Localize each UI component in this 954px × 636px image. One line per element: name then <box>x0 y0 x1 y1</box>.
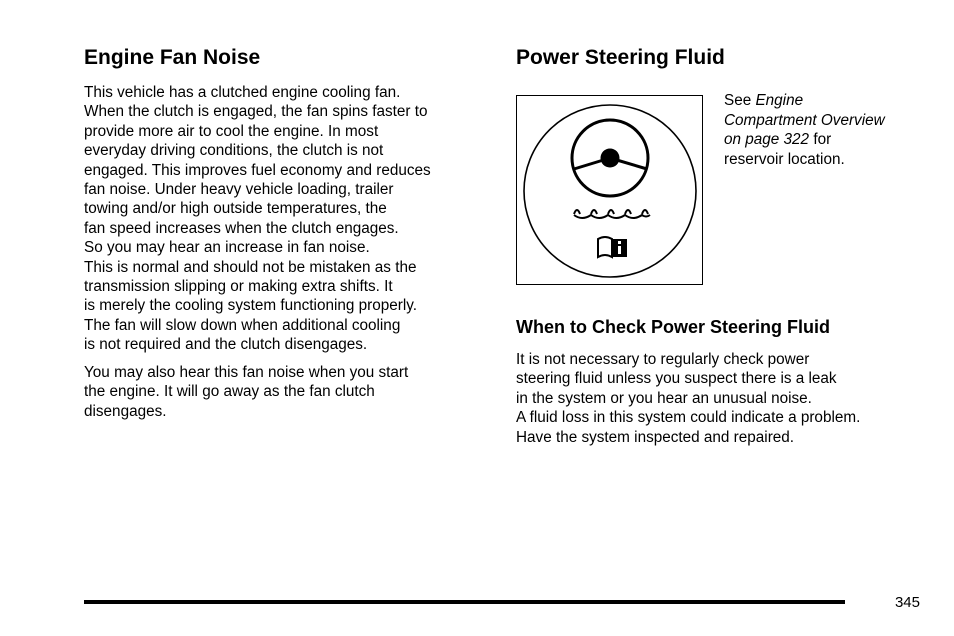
text-line: in the system or you hear an unusual noise. <box>516 389 812 407</box>
text-line: The fan will slow down when additional cooling <box>84 316 401 334</box>
when-to-check-subheading: When to Check Power Steering Fluid <box>516 317 831 337</box>
text-line <box>724 130 885 150</box>
text-line: is merely the cooling system functioning properly. <box>84 297 417 315</box>
text-line: This is normal and should not be mistaken as the <box>84 258 417 276</box>
power-steering-fluid-symbol-box <box>516 95 703 285</box>
text-line: Have the system inspected and repaired. <box>516 428 795 446</box>
owner-manual-info-icon <box>598 237 627 257</box>
engine-compartment-link[interactable]: Engine <box>755 92 804 109</box>
text-line: provide more air to cool the engine. In most <box>84 122 379 140</box>
text-line <box>724 91 885 111</box>
text-line: This vehicle has a clutched engine cooling fan. <box>84 84 401 101</box>
text-line: fan noise. Under heavy vehicle loading, trailer <box>84 181 394 199</box>
text-line: So you may hear an increase in fan noise. <box>84 239 370 257</box>
page-number: 345 <box>894 594 920 611</box>
when-to-check-paragraph <box>516 350 860 447</box>
text-line: towing and/or high outside temperatures, the <box>84 200 387 218</box>
text-line: When the clutch is engaged, the fan spins faster to <box>84 103 428 121</box>
engine-fan-noise-heading: Engine Fan Noise <box>84 46 261 69</box>
text-line: disengages. <box>84 402 167 420</box>
power-steering-fluid-icon <box>517 96 704 286</box>
text-line: It is not necessary to regularly check power <box>516 351 810 368</box>
text-line: A fluid loss in this system could indicate a problem. <box>516 409 861 427</box>
reservoir-location-reference <box>724 91 885 169</box>
text-line: is not required and the clutch disengages. <box>84 336 368 354</box>
reference-suffix: for <box>809 131 832 148</box>
engine-fan-paragraph-1 <box>84 83 431 355</box>
text-line: reservoir location. <box>724 150 845 168</box>
text-line: everyday driving conditions, the clutch is not <box>84 142 384 160</box>
power-steering-fluid-heading: Power Steering Fluid <box>516 46 725 69</box>
footer-rule <box>84 600 845 604</box>
reference-prefix: See <box>724 92 756 109</box>
engine-fan-paragraph-2 <box>84 363 408 421</box>
text-line: the engine. It will go away as the fan clutch <box>84 383 375 401</box>
engine-compartment-link[interactable]: Compartment Overview <box>724 111 885 129</box>
page-reference-link[interactable]: on page 322 <box>724 131 810 148</box>
text-line: fan speed increases when the clutch engages. <box>84 219 399 237</box>
text-line: You may also hear this fan noise when you start <box>84 364 409 381</box>
text-line: transmission slipping or making extra shifts. It <box>84 278 393 296</box>
text-line: engaged. This improves fuel economy and reduces <box>84 161 431 179</box>
text-line: steering fluid unless you suspect there is a leak <box>516 370 837 388</box>
